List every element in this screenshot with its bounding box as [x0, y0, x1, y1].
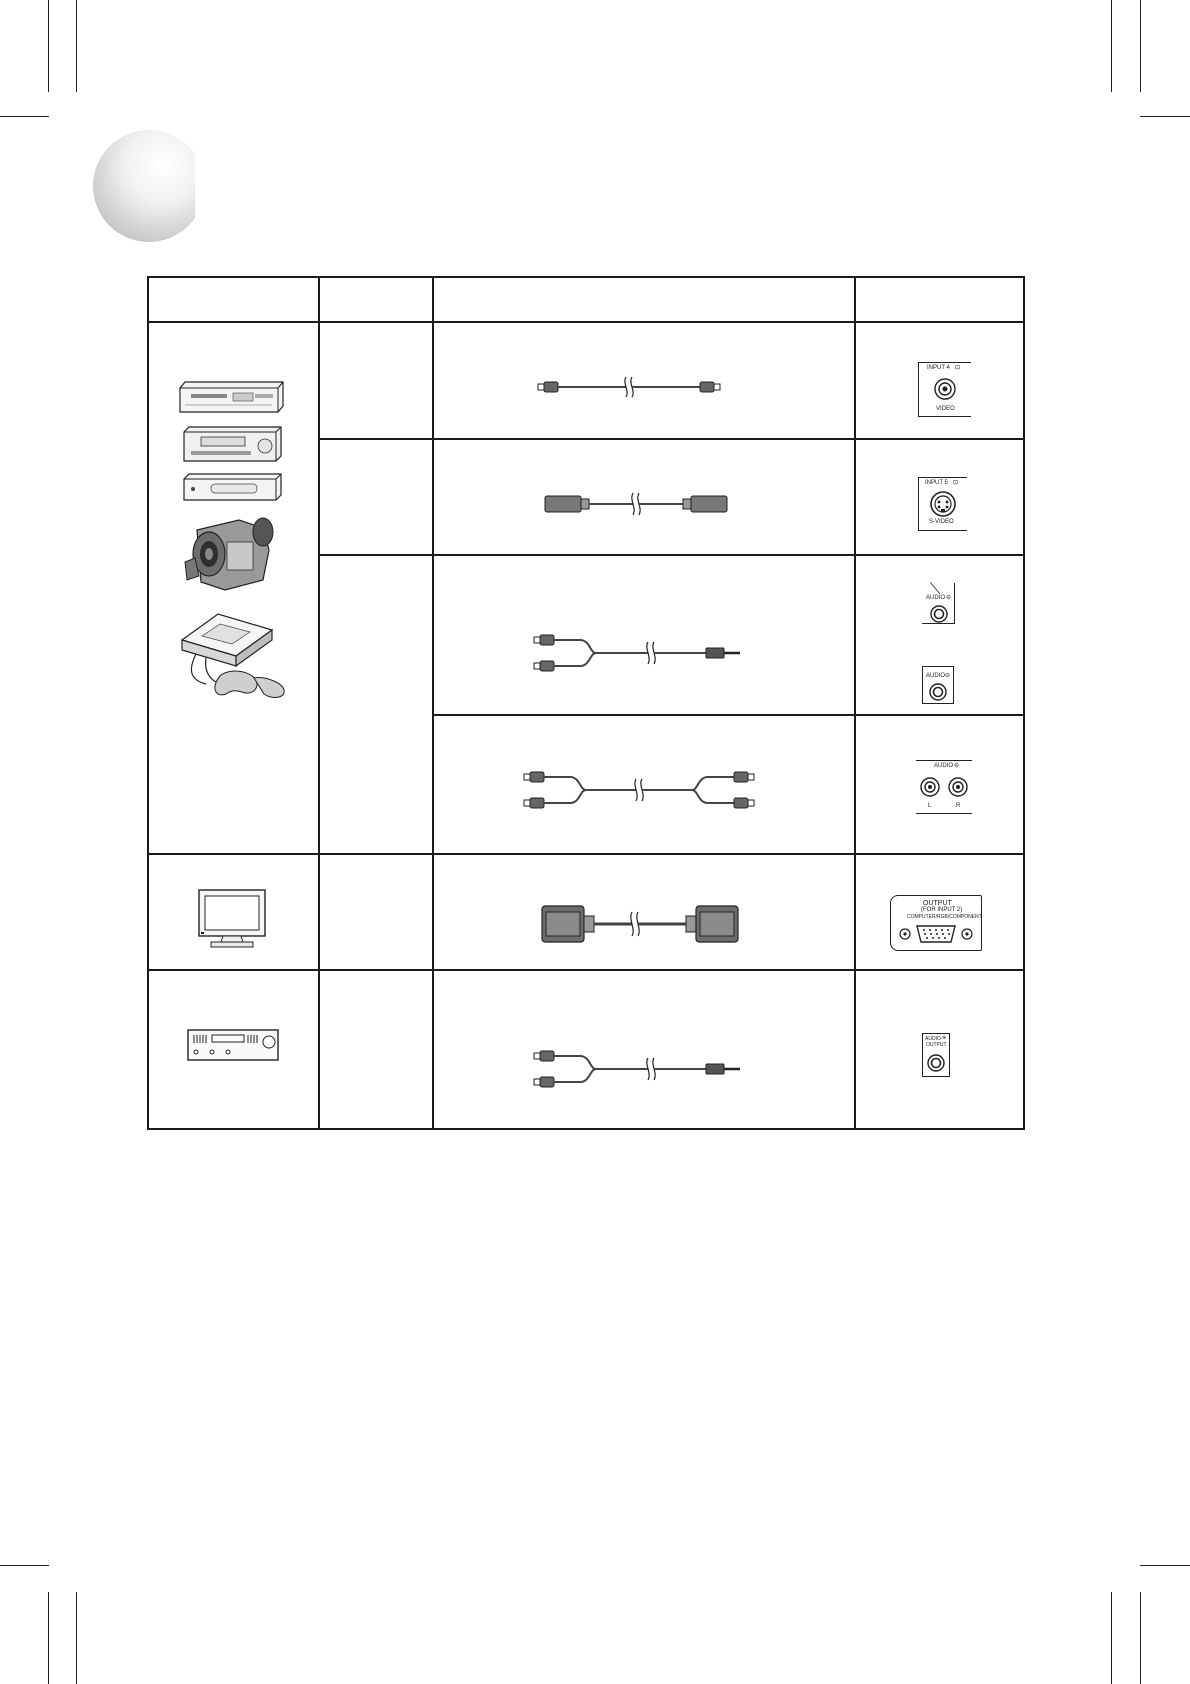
crop-mark: [76, 0, 77, 92]
crop-mark: [1111, 1592, 1112, 1684]
table-border: [147, 276, 149, 1130]
crop-mark: [1140, 1565, 1190, 1566]
rca-jack-left-icon: [920, 777, 940, 797]
rca-jack-right-icon: [948, 777, 968, 797]
chapter-sphere-graphic: [93, 130, 205, 242]
crop-mark: [1140, 116, 1190, 117]
crop-mark: [0, 1565, 49, 1566]
terminal-label: COMPUTER/RGB/COMPONENT: [907, 914, 982, 920]
table-divider: [147, 853, 1025, 855]
game-console-illustration: [176, 610, 288, 700]
monitor-out-icon: ⊡: [955, 365, 961, 371]
crop-mark: [48, 0, 49, 92]
table-divider: [147, 321, 1025, 323]
mini-jack-icon: [929, 683, 947, 701]
monitor-out-icon: ⊡: [953, 480, 959, 486]
terminal-label: AUDIO: [925, 1036, 941, 1042]
terminal-label: AUDIO: [926, 673, 946, 679]
terminal-label: L: [928, 803, 932, 809]
audio-output-icon: ⊕: [942, 1035, 947, 1041]
rca-to-rca-audio-cable-illustration: [524, 770, 754, 810]
crop-mark: [1111, 0, 1112, 92]
audio-output-terminal: [922, 1033, 950, 1077]
table-border: [147, 1128, 1025, 1130]
table-border: [1023, 276, 1025, 1130]
table-divider: [432, 714, 1025, 716]
terminal-label: INPUT 5: [925, 480, 948, 486]
terminal-label: INPUT 4: [927, 365, 950, 371]
set-top-box-illustration: [181, 473, 285, 501]
rca-to-minijack-audio-cable-illustration: [534, 633, 744, 673]
terminal-label: R: [956, 803, 961, 809]
terminal-label: OUTPUT: [923, 900, 952, 907]
s-video-terminal: [918, 477, 967, 531]
rgb-output-terminal: [890, 895, 982, 951]
camcorder-illustration: [177, 510, 281, 592]
table-border: [147, 276, 1025, 278]
rgb-cable-illustration: [542, 902, 738, 946]
callout-line: [930, 582, 942, 596]
crop-mark: [0, 116, 49, 117]
table-divider: [147, 969, 1025, 971]
vcr-illustration: [181, 426, 285, 462]
table-divider: [318, 276, 320, 1130]
crop-mark: [1140, 1592, 1141, 1684]
audio-input-icon: ⊖: [945, 673, 951, 679]
d-sub-connector-icon: [897, 922, 975, 946]
rca-to-minijack-output-cable-illustration: [534, 1049, 744, 1089]
terminal-label: VIDEO: [936, 406, 955, 412]
audio-terminal-b: [922, 666, 954, 704]
audio-input-icon: ⊖: [954, 763, 960, 769]
terminal-label: (FOR INPUT 2): [921, 907, 963, 913]
crop-mark: [1140, 0, 1141, 92]
video-terminal: [918, 362, 971, 417]
terminal-label: AUDIO: [926, 595, 946, 601]
crop-mark: [48, 1592, 49, 1684]
audio-amplifier-illustration: [186, 1028, 282, 1064]
mini-jack-icon: [927, 1054, 945, 1072]
computer-monitor-illustration: [197, 888, 269, 950]
rca-jack-icon: [933, 377, 957, 401]
table-divider: [854, 276, 856, 1130]
composite-video-cable-illustration: [538, 375, 728, 399]
table-divider: [318, 554, 1025, 556]
table-divider: [318, 438, 1025, 440]
table-divider: [432, 276, 434, 1130]
terminal-label: AUDIO: [934, 763, 954, 769]
dvd-player-illustration: [177, 380, 287, 414]
s-video-cable-illustration: [545, 491, 731, 517]
audio-input-icon: ⊖: [946, 595, 952, 601]
terminal-label: OUTPUT: [926, 1042, 947, 1048]
crop-mark: [76, 1592, 77, 1684]
mini-jack-icon: [930, 605, 948, 623]
s-video-jack-icon: [929, 490, 957, 518]
audio-lr-terminal: [916, 760, 972, 814]
terminal-label: S-VIDEO: [929, 519, 954, 525]
